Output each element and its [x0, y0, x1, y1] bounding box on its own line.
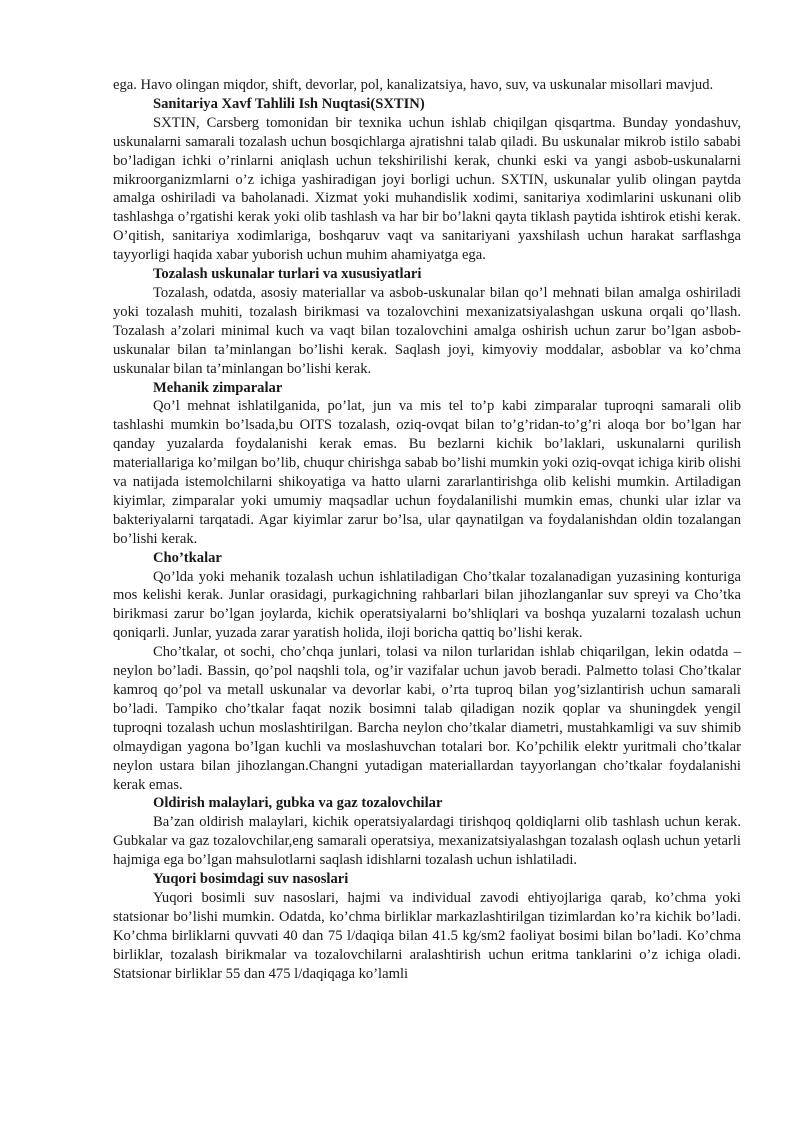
- paragraph-brushes-1: Qo’lda yoki mehanik tozalash uchun ishlatiladigan Cho’tkalar tozalanadigan yuzasining konturiga mos kelishi kerak. Junlar orasidagi, purkagichning rahbarlari bilan jihozlanganlar suv spreyi va Cho’tka birikmasi zarur bo’lgan joylarda, kichik operatsiyalarni bo’shliqlari va boshqa yuzalarni tozalash uchun qoniqarli. Junlar, yuzada zarar yaratish holida, iloji boricha qattiq bo’lishi kerak.: [113, 568, 741, 642]
- heading-sxtin: Sanitariya Xavf Tahlili Ish Nuqtasi(SXTIN): [153, 95, 425, 112]
- paragraph-sxtin: SXTIN, Carsberg tomonidan bir texnika uchun ishlab chiqilgan qisqartma. Bunday yondashuv, uskunalarni samarali tozalash uchun bosqichlarga ajratishni talab qiladi. Bu uskunalar mikrob istilo sababi bo’ladigan ichki o’rinlarni aniqlash uchun tekshirilishi kerak, chunki eski va yangi asbob-uskunalarni mikroorganizmlarni o’z ichiga yashiradigan joyi borligi uchun. SXTIN, uskunalar yulib olingan paytda amalga oshiriladi va baholanadi. Xizmat yoki muhandislik xodimi, sanitariya xodimlarini uskunani olib tashlashga o’rgatishi kerak yoki olib tashlash va har bir bo’lakni qayta tiklash paytida ishtirok etishi kerak. O’qitish, sanitariya xodimlariga, boshqaruv vaqt va sanitariyani yaxshilash uchun harakat sarflashga tayyorligi haqida xabar yuborish uchun muhim ahamiyatga ega.: [113, 114, 741, 264]
- document-page: [113, 76, 741, 984]
- heading-pads-sponges: Oldirish malaylari, gubka va gaz tozalovchilar: [153, 795, 443, 812]
- heading-high-pressure-pumps: Yuqori bosimdagi suv nasoslari: [153, 871, 349, 888]
- paragraph-cleaning-equipment: Tozalash, odatda, asosiy materiallar va asbob-uskunalar bilan qo’l mehnati bilan amalga oshiriladi yoki tozalash muhiti, tozalash birikmasi va tozalovchini mexanizatsiyalashgan uskuna orqali qo’llash. Tozalash a’zolari minimal kuch va vaqt bilan tozalovchini amalga oshirish uchun zarur bo’lgan asbob-uskunalar bilan ta’minlangan bo’lishi kerak. Saqlash joyi, kimyoviy moddalar, asboblar va ko’chma uskunalar bilan ta’minlangan bo’lishi kerak.: [113, 284, 741, 377]
- heading-mechanical-abrasives: Mehanik zimparalar: [153, 379, 283, 396]
- paragraph-brushes-2: Cho’tkalar, ot sochi, cho’chqa junlari, tolasi va nilon turlaridan ishlab chiqarilgan, lekin odatda – neylon bo’ladi. Bassin, qo’pol naqshli tola, og’ir vazifalar uchun javob beradi. Palmetto tolasi Cho’tkalar kamroq qo’pol va metall uskunalar va devorlar kabi, o’rta tuproq bilan yog’sizlantirish uchun samarali bo’ladi. Tampiko cho’tkalar faqat nozik bosimni talab qiladigan nozik qoplar va shuningdek yengil tuproqni tozalash uchun moslashtirilgan. Barcha neylon cho’tkalar diametri, mustahkamligi va suv shimib olmaydigan yagona bo’lgan kuchli va moslashuvchan totalari bor. Ko’pchilik elektr yuritmali cho’tkalar neylon ustara bilan jihozlangan.Changni yutadigan materiallardan tayyorlangan cho’tkalar foydalanishi kerak emas.: [113, 644, 741, 793]
- heading-cleaning-equipment: Tozalash uskunalar turlari va xususiyatlari: [153, 266, 422, 283]
- paragraph-mechanical-abrasives: Qo’l mehnat ishlatilganida, po’lat, jun va mis tel to’p kabi zimparalar tuproqni samarali olib tashlashi mumkin bo’lsada,bu OITS tozalash, oziq-ovqat bilan to’g’ridan-to’g’ri aloqa bor bo’lgan har qanday yuzalarda foydalanishi kerak emas. Bu bezlarni kichik bo’laklari, uskunalarni qurilish materiallariga ko’milgan bo’lib, chuqur chirishga sabab bo’lishi mumkin yoki oziq-ovqat ichiga kirib olishi va natijada istemolchilarni shikoyatiga va hatto ularni zararlantirishga olib kelishi mumkin. Artiladigan kiyimlar, zimparalar yoki umumiy maqsadlar uchun foydalanilishi mumkin emas, chunki ular izlar va bakteriyalarni tarqatadi. Agar kiyimlar zarur bo’lsa, ular qaynatilgan va foydalanishdan oldin tozalangan bo’lishi kerak.: [113, 398, 741, 547]
- paragraph-high-pressure-pumps: Yuqori bosimli suv nasoslari, hajmi va individual zavodi ehtiyojlariga qarab, ko’chma yoki statsionar bo’lishi mumkin. Odatda, ko’chma birliklar markazlashtirilgan tizimlardan ko’ra kichik bo’ladi. Ko’chma birliklarni quvvati 40 dan 75 l/daqiqa bilan 41.5 kg/sm2 faoliyat bosimi bilan bo’ladi. Ko’chma birliklar, tozalash birikmalar va tozalovchilarni aralashtirish uchun eritma tanklarini o’z ichiga oladi. Statsionar birliklar 55 dan 475 l/daqiqaga ko’lamli: [113, 889, 741, 982]
- paragraph-intro: ega. Havo olingan miqdor, shift, devorlar, pol, kanalizatsiya, havo, suv, va uskunalar misollari mavjud.: [113, 77, 714, 93]
- heading-brushes: Cho’tkalar: [153, 549, 222, 566]
- paragraph-pads-sponges: Ba’zan oldirish malaylari, kichik operatsiyalardagi tirishqoq qoldiqlarni olib tashlash uchun kerak. Gubkalar va gaz tozalovchilar,eng samarali operatsiya, mexanizatsiyalashgan tozalash oqlash uchun yetarli hajmiga ega bo’lgan mahsulotlarni saqlash idishlarni tozalash uchun ishlatiladi.: [113, 814, 741, 869]
